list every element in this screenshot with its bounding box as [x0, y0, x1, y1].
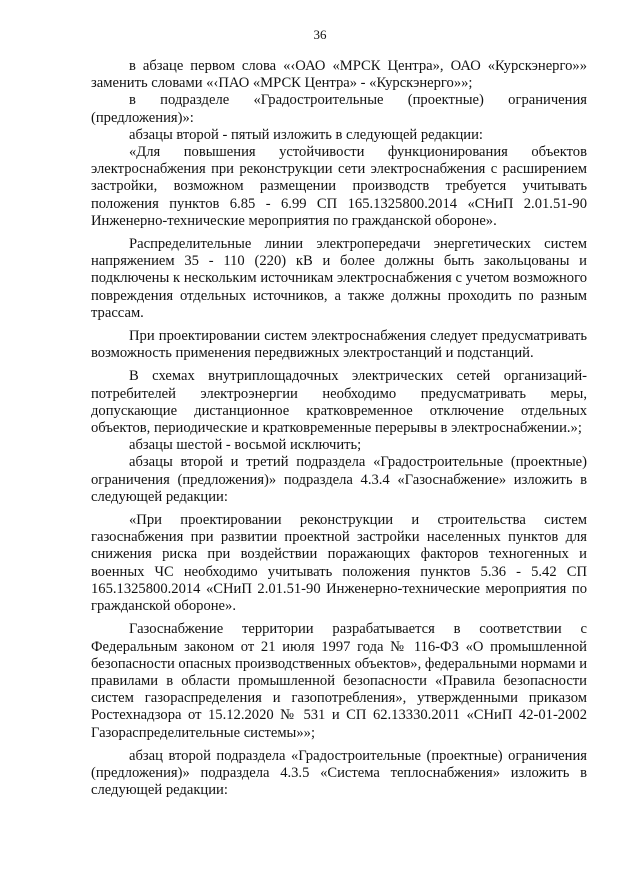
paragraph-6: При проектировании систем электроснабжения следует предусматривать возможность применения передвижных электростанций и подстанций.	[91, 328, 587, 362]
paragraph-10: «При проектировании реконструкции и строительства систем газоснабжения при развитии проектной застройки населенных пунктов для снижения риска при воздействии поражающих факторов техногенных и военных ЧС необходимо учитывать положения пунктов 5.36 - 5.42 СП 165.1325800.2014 «СНиП 2.01.51-90 Инженерно-технические мероприятия по гражданской обороне».	[91, 512, 587, 615]
paragraph-4: «Для повышения устойчивости функционирования объектов электроснабжения при реконструкции сети электроснабжения с расширением застройки, возможном размещении производств требуется учитывать положения пунктов 6.85 - 6.99 СП 165.1325800.2014 «СНиП 2.01.51-90 Инженерно-технические мероприятия по гражданской обороне».	[91, 144, 587, 229]
paragraph-9: абзацы второй и третий подраздела «Градостроительные (проектные) ограничения (предложения)» подраздела 4.3.4 «Газоснабжение» изложить в следующей редакции:	[91, 454, 587, 505]
paragraph-2: в подразделе «Градостроительные (проектные) ограничения (предложения)»:	[91, 92, 587, 126]
paragraph-11: Газоснабжение территории разрабатывается в соответствии с Федеральным законом от 21 июля 1997 года № 116-ФЗ «О промышленной безопасности опасных производственных объектов», федеральными нормами и правилами в области промышленной безопасности «Правила безопасности систем газораспределения и газопотребления», утвержденными приказом Ростехнадзора от 15.12.2020 № 531 и СП 62.13330.2011 «СНиП 42-01-2002 Газораспределительные системы»»;	[91, 621, 587, 741]
document-body	[91, 58, 587, 799]
paragraph-5: Распределительные линии электропередачи энергетических систем напряжением 35 - 110 (220) кВ и более должны быть закольцованы и подключены к нескольким источникам электроснабжения с учетом возможного повреждения отдельных источников, а также должны проходить по разным трассам.	[91, 236, 587, 321]
page-number: 36	[313, 27, 327, 42]
paragraph-12: абзац второй подраздела «Градостроительные (проектные) ограничения (предложения)» подраздела 4.3.5 «Система теплоснабжения» изложить в следующей редакции:	[91, 747, 587, 799]
paragraph-8: абзацы шестой - восьмой исключить;	[129, 437, 362, 454]
paragraph-7: В схемах внутриплощадочных электрических сетей организаций-потребителей электроэнергии необходимо предусматривать меры, допускающие дистанционное кратковременное отключение отдельных объектов, периодические и кратковременные перерывы в электроснабжении.»;	[91, 368, 587, 437]
paragraph-1: в абзаце первом слова «‹ОАО «МРСК Центра», ОАО «Курскэнерго»» заменить словами «‹ПАО «МРСК Центра» - «Курскэнерго»»;	[91, 58, 587, 92]
paragraph-3: абзацы второй - пятый изложить в следующей редакции:	[129, 126, 483, 143]
